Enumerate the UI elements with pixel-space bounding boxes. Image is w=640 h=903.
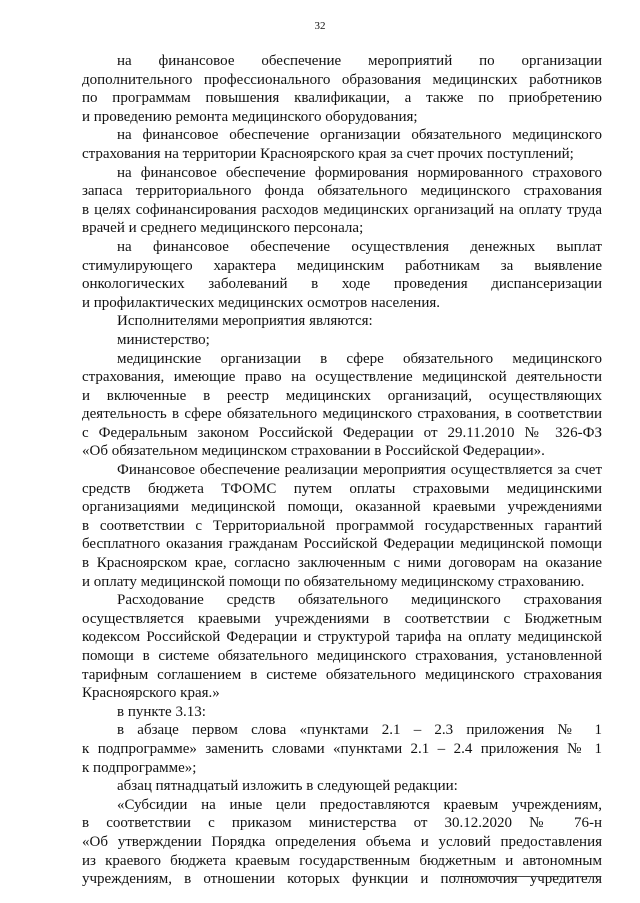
text-line: и проведению ремонта медицинского оборудования; bbox=[82, 108, 418, 125]
text-line: в абзаце первом слова «пунктами 2.1 – 2.3 приложения № 1 bbox=[117, 722, 602, 739]
text-line: по программам повышения квалификации, а также по приобретению bbox=[82, 90, 602, 107]
text-line: Расходование средств обязательного медицинского страхования bbox=[117, 592, 602, 609]
page-number: 32 bbox=[314, 20, 326, 32]
text-line: учреждениям, в отношении которых функции и полномочия учредителя bbox=[82, 871, 602, 888]
text-line: к подпрограмме»; bbox=[82, 759, 197, 776]
text-line: Исполнителями мероприятия являются: bbox=[117, 313, 373, 330]
text-line: кодексом Российской Федерации и структурой тарифа на оплату медицинской bbox=[82, 629, 602, 646]
text-line: «Об обязательном медицинском страховании в Российской Федерации». bbox=[82, 443, 545, 460]
text-line: и включенные в реестр медицинских организаций, осуществляющих bbox=[82, 387, 602, 404]
document-body bbox=[82, 52, 602, 889]
text-line: министерство; bbox=[117, 331, 210, 348]
text-line: Красноярского края.» bbox=[82, 685, 220, 702]
text-line: бесплатного оказания гражданам Российской Федерации медицинской помощи bbox=[82, 536, 602, 553]
text-line: запаса территориального фонда обязательного медицинского страхования bbox=[82, 183, 602, 200]
text-line: страхования на территории Красноярского края за счет прочих поступлений; bbox=[82, 145, 574, 162]
text-line: на финансовое обеспечение мероприятий по организации bbox=[117, 53, 602, 69]
text-line: Финансовое обеспечение реализации мероприятия осуществляется за счет bbox=[117, 462, 602, 479]
text-line: средств бюджета ТФОМС путем оплаты страховыми медицинскими bbox=[82, 480, 602, 497]
text-line: врачей и среднего медицинского персонала; bbox=[82, 220, 364, 237]
text-line: «Субсидии на иные цели предоставляются краевым учреждениям, bbox=[117, 796, 602, 813]
text-line: с Федеральным законом Российской Федерации от 29.11.2010 № 326-ФЗ bbox=[82, 424, 602, 441]
text-line: дополнительного профессионального образования медицинских работников bbox=[82, 71, 602, 88]
text-line: медицинские организации в сфере обязательного медицинского bbox=[117, 350, 602, 367]
footer-rule bbox=[450, 876, 600, 877]
text-line: помощи в системе обязательного медицинского страхования, установленной bbox=[82, 648, 602, 664]
text-line: на финансовое обеспечение формирования нормированного страхового bbox=[117, 164, 602, 181]
text-line: онкологических заболеваний в ходе проведения диспансеризации bbox=[82, 276, 602, 293]
text-line: в пункте 3.13: bbox=[117, 703, 206, 720]
text-line: тарифным соглашением в системе обязательного медицинского страхования bbox=[82, 666, 602, 683]
text-line: стимулирующего характера медицинским работникам за выявление bbox=[82, 257, 602, 274]
text-line: в соответствии с приказом министерства от 30.12.2020 № 76-н bbox=[82, 815, 602, 832]
text-line: и оплату медицинской помощи по обязательному медицинскому страхованию. bbox=[82, 573, 585, 590]
text-line: на финансовое обеспечение осуществления денежных выплат bbox=[117, 238, 602, 255]
text-line: осуществляется краевыми учреждениями в соответствии с Бюджетным bbox=[82, 610, 602, 627]
text-line: страхования, имеющие право на осуществление медицинской деятельности bbox=[82, 369, 602, 386]
text-line: абзац пятнадцатый изложить в следующей редакции: bbox=[117, 778, 458, 795]
text-line: в Красноярском крае, согласно заключенным с ними договорам на оказание bbox=[82, 555, 602, 572]
text-line: из краевого бюджета краевым государственным бюджетным и автономным bbox=[82, 852, 602, 869]
text-line: «Об утверждении Порядка определения объема и условий предоставления bbox=[82, 833, 602, 850]
text-line: на финансовое обеспечение организации обязательного медицинского bbox=[117, 127, 602, 144]
text-line: деятельность в сфере обязательного медицинского страхования, в соответствии bbox=[82, 406, 602, 423]
text-line: и профилактических медицинских осмотров населения. bbox=[82, 294, 441, 311]
text-line: организациями медицинской помощи, оказанной краевыми учреждениями bbox=[82, 499, 602, 516]
text-line: в соответствии с Территориальной программой государственных гарантий bbox=[82, 517, 602, 534]
text-line: в целях софинансирования расходов медицинских организаций на оплату труда bbox=[82, 201, 602, 218]
text-line: к подпрограмме» заменить словами «пунктами 2.1 – 2.4 приложения № 1 bbox=[82, 740, 602, 757]
